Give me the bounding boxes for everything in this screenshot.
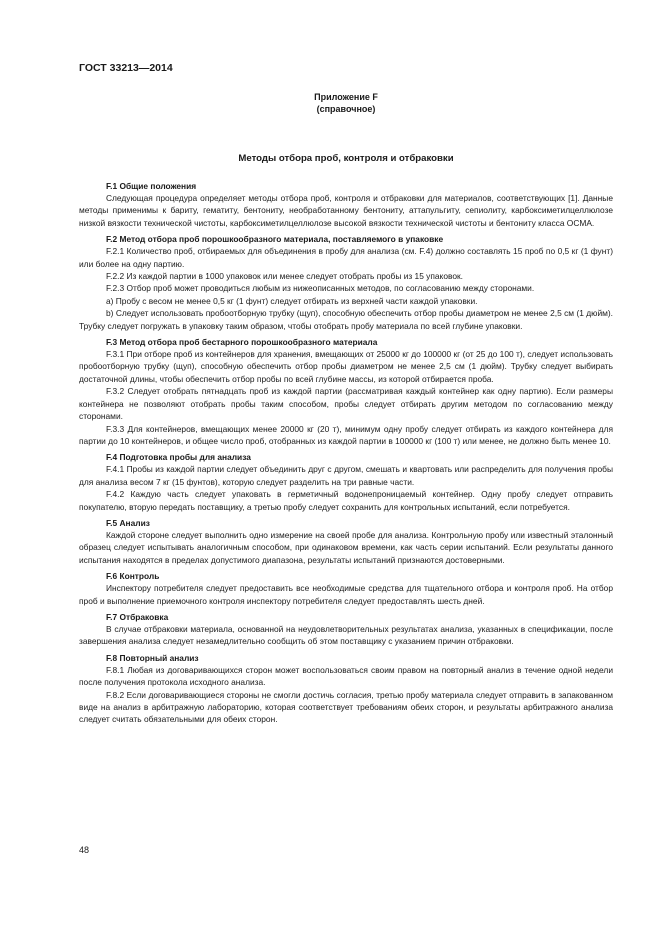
paragraph: F.2.1 Количество проб, отбираемых для объединения в пробу для анализа (см. F.4) должно составлять 15 проб по 0,5 кг (1 фунт) или более на одну партию. (79, 246, 613, 269)
paragraph: F.3.1 При отборе проб из контейнеров для хранения, вмещающих от 25000 кг до 100000 кг (от 25 до 100 т), следует использовать пробоотборную трубку (щуп), способную обеспечить отбор пробы диаметром не менее 2,5 см (1 дюйм). Трубку следует выбирать достаточной длины, чтобы обеспечить отбор пробы по всей глубине массы, из которой отбирается проба. (79, 349, 613, 384)
paragraph: F.3.3 Для контейнеров, вмещающих менее 20000 кг (20 т), минимум одну пробу следует отбирать из каждого контейнера для партии до 10 контейнеров, и общее число проб, отобранных из каждой партии в 100000 кг (100 т) или менее, не должно быть менее 10. (79, 423, 613, 446)
paragraph: F.2.3 Отбор проб может проводиться любым из нижеописанных методов, по согласованию между сторонами. (106, 283, 535, 294)
paragraph: Следующая процедура определяет методы отбора проб, контроля и отбраковки для материалов, соответствующих [1]. Данные методы применимы к бариту, гематиту, бентониту, необработанному бентониту, аттапульгиту, сепиолиту, карбоксиметилцеллюлозе низкой вязкости технической чистоты, карбоксиметилцеллюлозе высокой вязкости технической чистоты и бентониту класса OCMA. (79, 193, 613, 228)
section-heading: F.7 Отбраковка (106, 611, 169, 622)
section-heading: F.4 Подготовка пробы для анализа (106, 452, 251, 463)
paragraph: F.4.2 Каждую часть следует упаковать в герметичный водонепроницаемый контейнер. Одну пробу следует отправить покупателю, вторую передать поставщику, а третью пробу следует сохранить для контрольных испытаний, если потребуется. (79, 489, 613, 512)
paragraph: В случае отбраковки материала, основанной на неудовлетворительных результатах анализа, указанных в спецификации, после завершения анализа следует незамедлительно сообщить об этом поставщику с указанием причин отбраковки. (79, 623, 613, 647)
page-number: 48 (79, 845, 90, 855)
annex-title: Приложение F (314, 92, 378, 102)
section-heading: F.8 Повторный анализ (106, 652, 199, 663)
paragraph: F.8.2 Если договаривающиеся стороны не смогли достичь согласия, третью пробу материала следует отправить в запакованном виде на анализ в арбитражную лабораторию, которая соответствует требованиям обеих сторон, и результаты арбитражного анализа следует считать обязательными для обеих сторон. (79, 689, 613, 725)
paragraph: F.8.1 Любая из договаривающихся сторон может воспользоваться своим правом на повторный анализ в течение одной недели после получения протокола исходного анализа. (79, 664, 613, 688)
paragraph: F.2.2 Из каждой партии в 1000 упаковок или менее следует отобрать пробы из 15 упаковок. (106, 271, 463, 282)
standard-number: ГОСТ 33213—2014 (79, 62, 173, 74)
section-sample-preparation (79, 451, 613, 513)
section-general (79, 180, 613, 229)
section-heading: F.5 Анализ (106, 517, 150, 528)
paragraph: Каждой стороне следует выполнить одно измерение на своей пробе для анализа. Контрольную пробу или известный эталонный образец следует испытывать аналогичным способом, при одинаковом времени, как часть серии испытаний. Если результаты данного испытания находятся в пределах допустимого диапазона, результаты испытаний признаются достоверными. (79, 529, 613, 565)
section-heading: F.3 Метод отбора проб бестарного порошкообразного материала (106, 337, 378, 348)
paragraph: F.3.2 Следует отобрать пятнадцать проб из каждой партии (рассматривая каждый контейнер как одну партию). Если размеры контейнера не позволяют отобрать пробы таким способом, пробы следует отбирать другим методом по согласованию между сторонами. (79, 386, 613, 422)
section-rejection (79, 611, 613, 648)
document-body (79, 180, 613, 726)
paragraph: Инспектору потребителя следует предоставить все необходимые средства для тщательного отбора и контроля проб. На отбор проб и выполнение приемочного контроля инспектору потребителя следует предоставлять шесть дней. (79, 583, 613, 606)
section-analysis (79, 517, 613, 566)
annex-subtitle: (справочное) (316, 104, 376, 114)
section-control (79, 570, 613, 607)
section-bulk-sampling (79, 336, 613, 447)
paragraph: b) Следует использовать пробоотборную трубку (щуп), способную обеспечить отбор пробы диаметром не менее 2,5 см (1 дюйм). Трубку следует погружать в упаковку таким образом, чтобы отобрать пробу материала по всей глубине упаковки. (79, 308, 613, 331)
section-reanalysis (79, 652, 613, 726)
paragraph: F.4.1 Пробы из каждой партии следует объединить друг с другом, смешать и квартовать или распределить для получения пробы для анализа весом 7 кг (15 фунтов), которую следует разделить на три равные части. (79, 464, 613, 487)
section-packaged-sampling (79, 233, 613, 332)
section-heading: F.1 Общие положения (106, 181, 197, 191)
paragraph: a) Пробу с весом не менее 0,5 кг (1 фунт) следует отбирать из верхней части каждой упаковки. (106, 295, 478, 306)
document-title: Методы отбора проб, контроля и отбраковки (238, 153, 454, 164)
section-heading: F.6 Контроль (106, 571, 160, 582)
section-heading: F.2 Метод отбора проб порошкообразного материала, поставляемого в упаковке (106, 234, 444, 245)
